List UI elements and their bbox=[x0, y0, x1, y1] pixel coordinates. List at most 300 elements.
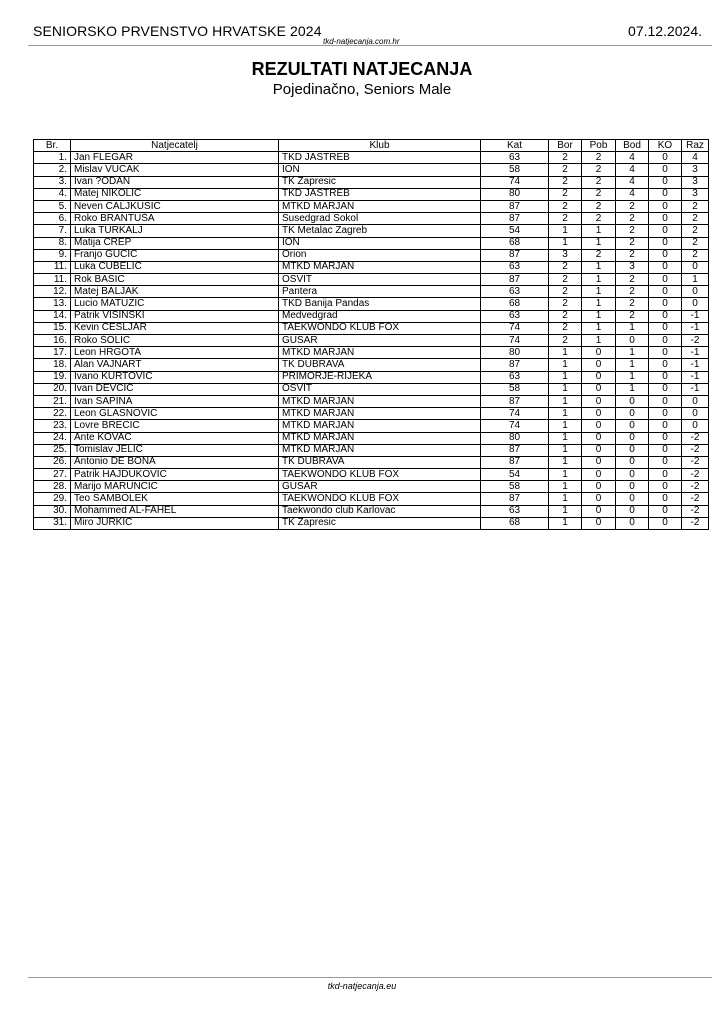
cell-wins: 1 bbox=[582, 298, 616, 310]
table-row bbox=[34, 335, 709, 347]
cell-bouts: 1 bbox=[549, 444, 582, 456]
cell-points: 1 bbox=[616, 359, 649, 371]
cell-club: MTKD MARJAN bbox=[279, 200, 481, 212]
cell-bouts: 1 bbox=[549, 456, 582, 468]
cell-rank: 24. bbox=[34, 432, 71, 444]
cell-category: 80 bbox=[481, 432, 549, 444]
cell-competitor: Miro JURKIC bbox=[71, 517, 279, 529]
cell-ko: 0 bbox=[649, 456, 682, 468]
cell-rank: 18. bbox=[34, 359, 71, 371]
table-row bbox=[34, 383, 709, 395]
cell-ko: 0 bbox=[649, 481, 682, 493]
cell-club: OSVIT bbox=[279, 383, 481, 395]
cell-category: 87 bbox=[481, 395, 549, 407]
cell-ko: 0 bbox=[649, 432, 682, 444]
cell-bouts: 2 bbox=[549, 176, 582, 188]
cell-points: 0 bbox=[616, 420, 649, 432]
col-header-wins: Pob bbox=[582, 140, 616, 152]
cell-wins: 0 bbox=[582, 481, 616, 493]
cell-category: 87 bbox=[481, 493, 549, 505]
cell-club: TAEKWONDO KLUB FOX bbox=[279, 469, 481, 481]
cell-rank: 11. bbox=[34, 261, 71, 273]
cell-bouts: 1 bbox=[549, 359, 582, 371]
cell-bouts: 2 bbox=[549, 286, 582, 298]
cell-competitor: Roko BRANTUŠA bbox=[71, 213, 279, 225]
cell-points: 4 bbox=[616, 188, 649, 200]
cell-ko: 0 bbox=[649, 261, 682, 273]
page-subtitle: Pojedinačno, Seniors Male bbox=[272, 81, 452, 98]
cell-category: 87 bbox=[481, 456, 549, 468]
cell-rank: 25. bbox=[34, 444, 71, 456]
cell-ko: 0 bbox=[649, 237, 682, 249]
cell-wins: 0 bbox=[582, 395, 616, 407]
cell-category: 68 bbox=[481, 237, 549, 249]
col-header-diff: Raz bbox=[682, 140, 709, 152]
table-row bbox=[34, 456, 709, 468]
cell-category: 74 bbox=[481, 335, 549, 347]
cell-rank: 16. bbox=[34, 335, 71, 347]
cell-rank: 5. bbox=[34, 200, 71, 212]
cell-competitor: Franjo GUCIC bbox=[71, 249, 279, 261]
cell-category: 74 bbox=[481, 408, 549, 420]
cell-club: PRIMORJE-RIJEKA bbox=[279, 371, 481, 383]
cell-club: GUSAR bbox=[279, 481, 481, 493]
cell-bouts: 1 bbox=[549, 432, 582, 444]
cell-competitor: Marijo MARUNCIC bbox=[71, 481, 279, 493]
event-title: SENIORSKO PRVENSTVO HRVATSKE 2024 bbox=[33, 23, 322, 39]
table-row bbox=[34, 261, 709, 273]
cell-wins: 0 bbox=[582, 517, 616, 529]
table-row bbox=[34, 225, 709, 237]
cell-rank: 27. bbox=[34, 469, 71, 481]
cell-club: MTKD MARJAN bbox=[279, 347, 481, 359]
cell-rank: 3. bbox=[34, 176, 71, 188]
cell-rank: 19. bbox=[34, 371, 71, 383]
cell-diff: -1 bbox=[682, 347, 709, 359]
cell-category: 87 bbox=[481, 444, 549, 456]
cell-ko: 0 bbox=[649, 310, 682, 322]
cell-wins: 0 bbox=[582, 359, 616, 371]
cell-category: 63 bbox=[481, 371, 549, 383]
cell-bouts: 1 bbox=[549, 383, 582, 395]
cell-rank: 4. bbox=[34, 188, 71, 200]
cell-wins: 2 bbox=[582, 213, 616, 225]
cell-club: GUSAR bbox=[279, 335, 481, 347]
cell-diff: 3 bbox=[682, 176, 709, 188]
cell-ko: 0 bbox=[649, 322, 682, 334]
cell-competitor: Ivan DEVCIC bbox=[71, 383, 279, 395]
cell-bouts: 1 bbox=[549, 517, 582, 529]
cell-category: 58 bbox=[481, 481, 549, 493]
cell-diff: -2 bbox=[682, 444, 709, 456]
footer-divider bbox=[28, 977, 712, 978]
cell-rank: 7. bbox=[34, 225, 71, 237]
cell-club: Susedgrad Sokol bbox=[279, 213, 481, 225]
cell-bouts: 1 bbox=[549, 395, 582, 407]
table-row bbox=[34, 359, 709, 371]
table-row bbox=[34, 395, 709, 407]
cell-competitor: Leon HRGOTA bbox=[71, 347, 279, 359]
cell-bouts: 2 bbox=[549, 310, 582, 322]
cell-competitor: Luka CUBELIC bbox=[71, 261, 279, 273]
cell-wins: 0 bbox=[582, 432, 616, 444]
cell-competitor: Rok BASIC bbox=[71, 274, 279, 286]
cell-category: 68 bbox=[481, 517, 549, 529]
cell-points: 2 bbox=[616, 310, 649, 322]
cell-wins: 1 bbox=[582, 286, 616, 298]
cell-points: 1 bbox=[616, 347, 649, 359]
cell-rank: 28. bbox=[34, 481, 71, 493]
cell-competitor: Ivan ?ODAN bbox=[71, 176, 279, 188]
cell-category: 87 bbox=[481, 359, 549, 371]
cell-diff: -1 bbox=[682, 310, 709, 322]
cell-wins: 1 bbox=[582, 237, 616, 249]
cell-points: 0 bbox=[616, 505, 649, 517]
cell-bouts: 2 bbox=[549, 213, 582, 225]
cell-category: 63 bbox=[481, 505, 549, 517]
cell-competitor: Matija CREP bbox=[71, 237, 279, 249]
cell-points: 2 bbox=[616, 225, 649, 237]
cell-ko: 0 bbox=[649, 335, 682, 347]
cell-ko: 0 bbox=[649, 505, 682, 517]
cell-club: MTKD MARJAN bbox=[279, 432, 481, 444]
table-row bbox=[34, 517, 709, 529]
cell-wins: 1 bbox=[582, 335, 616, 347]
cell-competitor: Teo SAMBOLEK bbox=[71, 493, 279, 505]
cell-points: 4 bbox=[616, 176, 649, 188]
cell-category: 74 bbox=[481, 176, 549, 188]
table-row bbox=[34, 322, 709, 334]
cell-points: 2 bbox=[616, 237, 649, 249]
table-row bbox=[34, 213, 709, 225]
cell-points: 0 bbox=[616, 493, 649, 505]
cell-diff: 3 bbox=[682, 188, 709, 200]
cell-wins: 0 bbox=[582, 347, 616, 359]
cell-category: 58 bbox=[481, 164, 549, 176]
cell-bouts: 1 bbox=[549, 237, 582, 249]
cell-club: OSVIT bbox=[279, 274, 481, 286]
table-row bbox=[34, 249, 709, 261]
table-row bbox=[34, 310, 709, 322]
cell-club: TK Zapresic bbox=[279, 517, 481, 529]
cell-bouts: 1 bbox=[549, 420, 582, 432]
cell-points: 1 bbox=[616, 371, 649, 383]
cell-competitor: Mislav VUCAK bbox=[71, 164, 279, 176]
cell-diff: 0 bbox=[682, 408, 709, 420]
cell-points: 0 bbox=[616, 444, 649, 456]
cell-rank: 23. bbox=[34, 420, 71, 432]
cell-wins: 2 bbox=[582, 176, 616, 188]
cell-competitor: Neven CALJKUSIC bbox=[71, 200, 279, 212]
table-row bbox=[34, 481, 709, 493]
cell-rank: 13. bbox=[34, 298, 71, 310]
cell-bouts: 3 bbox=[549, 249, 582, 261]
cell-category: 54 bbox=[481, 469, 549, 481]
cell-diff: -2 bbox=[682, 481, 709, 493]
cell-competitor: Lucio MATUZIC bbox=[71, 298, 279, 310]
cell-club: Medvedgrad bbox=[279, 310, 481, 322]
cell-points: 0 bbox=[616, 481, 649, 493]
cell-rank: 22. bbox=[34, 408, 71, 420]
cell-diff: 1 bbox=[682, 274, 709, 286]
cell-category: 80 bbox=[481, 347, 549, 359]
cell-rank: 15. bbox=[34, 322, 71, 334]
cell-diff: -2 bbox=[682, 432, 709, 444]
cell-ko: 0 bbox=[649, 152, 682, 164]
table-header-row bbox=[34, 140, 709, 152]
cell-category: 63 bbox=[481, 152, 549, 164]
cell-rank: 31. bbox=[34, 517, 71, 529]
cell-club: Orion bbox=[279, 249, 481, 261]
cell-diff: -1 bbox=[682, 359, 709, 371]
cell-wins: 0 bbox=[582, 371, 616, 383]
cell-competitor: Leon GLASNOVIC bbox=[71, 408, 279, 420]
cell-rank: 30. bbox=[34, 505, 71, 517]
cell-category: 80 bbox=[481, 188, 549, 200]
cell-points: 1 bbox=[616, 383, 649, 395]
cell-club: MTKD MARJAN bbox=[279, 420, 481, 432]
cell-bouts: 2 bbox=[549, 274, 582, 286]
cell-competitor: Antonio DE BONA bbox=[71, 456, 279, 468]
cell-bouts: 1 bbox=[549, 225, 582, 237]
cell-category: 87 bbox=[481, 249, 549, 261]
cell-rank: 17. bbox=[34, 347, 71, 359]
cell-points: 0 bbox=[616, 456, 649, 468]
cell-wins: 2 bbox=[582, 164, 616, 176]
table-row bbox=[34, 188, 709, 200]
table-row bbox=[34, 347, 709, 359]
cell-bouts: 1 bbox=[549, 371, 582, 383]
table-row bbox=[34, 274, 709, 286]
cell-wins: 1 bbox=[582, 310, 616, 322]
cell-diff: 2 bbox=[682, 213, 709, 225]
cell-competitor: Matej BALJAK bbox=[71, 286, 279, 298]
cell-ko: 0 bbox=[649, 359, 682, 371]
col-header-category: Kat bbox=[481, 140, 549, 152]
cell-wins: 1 bbox=[582, 274, 616, 286]
cell-bouts: 1 bbox=[549, 505, 582, 517]
col-header-points: Bod bbox=[616, 140, 649, 152]
cell-category: 54 bbox=[481, 225, 549, 237]
table-row bbox=[34, 237, 709, 249]
table-row bbox=[34, 493, 709, 505]
cell-competitor: Luka TURKALJ bbox=[71, 225, 279, 237]
cell-points: 2 bbox=[616, 249, 649, 261]
cell-wins: 1 bbox=[582, 225, 616, 237]
cell-ko: 0 bbox=[649, 200, 682, 212]
cell-category: 87 bbox=[481, 274, 549, 286]
cell-diff: 0 bbox=[682, 286, 709, 298]
cell-competitor: Jan FLEGAR bbox=[71, 152, 279, 164]
cell-bouts: 2 bbox=[549, 152, 582, 164]
header-site-link[interactable]: tkd-natjecanja.com.hr bbox=[323, 37, 400, 46]
cell-diff: 2 bbox=[682, 237, 709, 249]
cell-club: MTKD MARJAN bbox=[279, 408, 481, 420]
cell-club: MTKD MARJAN bbox=[279, 395, 481, 407]
cell-diff: 2 bbox=[682, 225, 709, 237]
cell-category: 63 bbox=[481, 286, 549, 298]
col-header-ko: KO bbox=[649, 140, 682, 152]
table-row bbox=[34, 420, 709, 432]
cell-bouts: 2 bbox=[549, 164, 582, 176]
table-row bbox=[34, 200, 709, 212]
cell-diff: 0 bbox=[682, 261, 709, 273]
cell-points: 0 bbox=[616, 335, 649, 347]
cell-ko: 0 bbox=[649, 274, 682, 286]
cell-club: TK DUBRAVA bbox=[279, 359, 481, 371]
cell-club: Pantera bbox=[279, 286, 481, 298]
cell-diff: -2 bbox=[682, 335, 709, 347]
col-header-bouts: Bor bbox=[549, 140, 582, 152]
table-row bbox=[34, 408, 709, 420]
cell-bouts: 2 bbox=[549, 200, 582, 212]
cell-rank: 2. bbox=[34, 164, 71, 176]
cell-points: 2 bbox=[616, 298, 649, 310]
table-row bbox=[34, 298, 709, 310]
cell-wins: 2 bbox=[582, 200, 616, 212]
cell-diff: -1 bbox=[682, 383, 709, 395]
cell-bouts: 1 bbox=[549, 408, 582, 420]
cell-club: TK Metalac Zagreb bbox=[279, 225, 481, 237]
cell-ko: 0 bbox=[649, 176, 682, 188]
col-header-competitor: Natjecatelj bbox=[71, 140, 279, 152]
cell-wins: 1 bbox=[582, 322, 616, 334]
cell-club: ION bbox=[279, 164, 481, 176]
cell-ko: 0 bbox=[649, 213, 682, 225]
cell-rank: 20. bbox=[34, 383, 71, 395]
cell-bouts: 2 bbox=[549, 188, 582, 200]
cell-points: 2 bbox=[616, 286, 649, 298]
footer-site-link[interactable]: tkd-natjecanja.eu bbox=[327, 981, 397, 991]
cell-ko: 0 bbox=[649, 444, 682, 456]
cell-bouts: 1 bbox=[549, 481, 582, 493]
cell-competitor: Ivan SAPINA bbox=[71, 395, 279, 407]
cell-wins: 0 bbox=[582, 469, 616, 481]
cell-diff: -2 bbox=[682, 517, 709, 529]
cell-category: 63 bbox=[481, 261, 549, 273]
cell-points: 2 bbox=[616, 200, 649, 212]
cell-points: 0 bbox=[616, 395, 649, 407]
cell-competitor: Alan VAJNART bbox=[71, 359, 279, 371]
cell-ko: 0 bbox=[649, 249, 682, 261]
header-divider bbox=[28, 45, 712, 46]
cell-ko: 0 bbox=[649, 517, 682, 529]
cell-ko: 0 bbox=[649, 420, 682, 432]
cell-points: 4 bbox=[616, 164, 649, 176]
cell-wins: 0 bbox=[582, 383, 616, 395]
cell-ko: 0 bbox=[649, 493, 682, 505]
cell-competitor: Matej NIKOLIC bbox=[71, 188, 279, 200]
event-date: 07.12.2024. bbox=[628, 23, 702, 39]
results-body bbox=[34, 152, 709, 530]
cell-diff: 0 bbox=[682, 420, 709, 432]
cell-diff: -2 bbox=[682, 493, 709, 505]
cell-diff: -2 bbox=[682, 469, 709, 481]
cell-wins: 2 bbox=[582, 249, 616, 261]
cell-rank: 29. bbox=[34, 493, 71, 505]
cell-wins: 2 bbox=[582, 188, 616, 200]
table-row bbox=[34, 286, 709, 298]
table-row bbox=[34, 444, 709, 456]
cell-wins: 0 bbox=[582, 505, 616, 517]
cell-rank: 26. bbox=[34, 456, 71, 468]
table-row bbox=[34, 164, 709, 176]
cell-club: Taekwondo club Karlovac bbox=[279, 505, 481, 517]
cell-diff: -2 bbox=[682, 505, 709, 517]
cell-competitor: Tomislav JELIC bbox=[71, 444, 279, 456]
cell-category: 58 bbox=[481, 383, 549, 395]
cell-bouts: 1 bbox=[549, 347, 582, 359]
cell-rank: 8. bbox=[34, 237, 71, 249]
cell-ko: 0 bbox=[649, 164, 682, 176]
cell-competitor: Patrik VISINSKI bbox=[71, 310, 279, 322]
cell-points: 4 bbox=[616, 152, 649, 164]
cell-points: 3 bbox=[616, 261, 649, 273]
cell-points: 0 bbox=[616, 517, 649, 529]
cell-club: TAEKWONDO KLUB FOX bbox=[279, 493, 481, 505]
cell-points: 2 bbox=[616, 274, 649, 286]
cell-points: 2 bbox=[616, 213, 649, 225]
cell-ko: 0 bbox=[649, 408, 682, 420]
table-row bbox=[34, 371, 709, 383]
col-header-club: Klub bbox=[279, 140, 481, 152]
cell-ko: 0 bbox=[649, 347, 682, 359]
cell-diff: -1 bbox=[682, 371, 709, 383]
cell-ko: 0 bbox=[649, 298, 682, 310]
col-header-rank: Br. bbox=[34, 140, 71, 152]
cell-diff: -2 bbox=[682, 456, 709, 468]
cell-club: ION bbox=[279, 237, 481, 249]
page-title: REZULTATI NATJECANJA bbox=[251, 59, 473, 79]
cell-points: 0 bbox=[616, 408, 649, 420]
cell-club: MTKD MARJAN bbox=[279, 261, 481, 273]
cell-wins: 0 bbox=[582, 420, 616, 432]
cell-competitor: Patrik HAJDUKOVIC bbox=[71, 469, 279, 481]
cell-club: TAEKWONDO KLUB FOX bbox=[279, 322, 481, 334]
cell-diff: -1 bbox=[682, 322, 709, 334]
cell-ko: 0 bbox=[649, 286, 682, 298]
cell-wins: 0 bbox=[582, 456, 616, 468]
cell-points: 0 bbox=[616, 432, 649, 444]
cell-ko: 0 bbox=[649, 383, 682, 395]
cell-rank: 14. bbox=[34, 310, 71, 322]
cell-wins: 0 bbox=[582, 408, 616, 420]
table-row bbox=[34, 432, 709, 444]
cell-ko: 0 bbox=[649, 469, 682, 481]
table-row bbox=[34, 152, 709, 164]
cell-rank: 1. bbox=[34, 152, 71, 164]
cell-wins: 0 bbox=[582, 493, 616, 505]
table-row bbox=[34, 469, 709, 481]
cell-points: 0 bbox=[616, 469, 649, 481]
cell-club: TKD JASTREB bbox=[279, 188, 481, 200]
cell-points: 1 bbox=[616, 322, 649, 334]
cell-rank: 11. bbox=[34, 274, 71, 286]
cell-competitor: Lovre BRECIC bbox=[71, 420, 279, 432]
cell-category: 68 bbox=[481, 298, 549, 310]
cell-competitor: Kevin CESLJAR bbox=[71, 322, 279, 334]
cell-club: TKD JASTREB bbox=[279, 152, 481, 164]
cell-category: 87 bbox=[481, 200, 549, 212]
cell-diff: 2 bbox=[682, 249, 709, 261]
cell-category: 87 bbox=[481, 213, 549, 225]
table-row bbox=[34, 176, 709, 188]
cell-diff: 2 bbox=[682, 200, 709, 212]
cell-ko: 0 bbox=[649, 395, 682, 407]
cell-category: 74 bbox=[481, 322, 549, 334]
cell-category: 74 bbox=[481, 420, 549, 432]
cell-rank: 9. bbox=[34, 249, 71, 261]
